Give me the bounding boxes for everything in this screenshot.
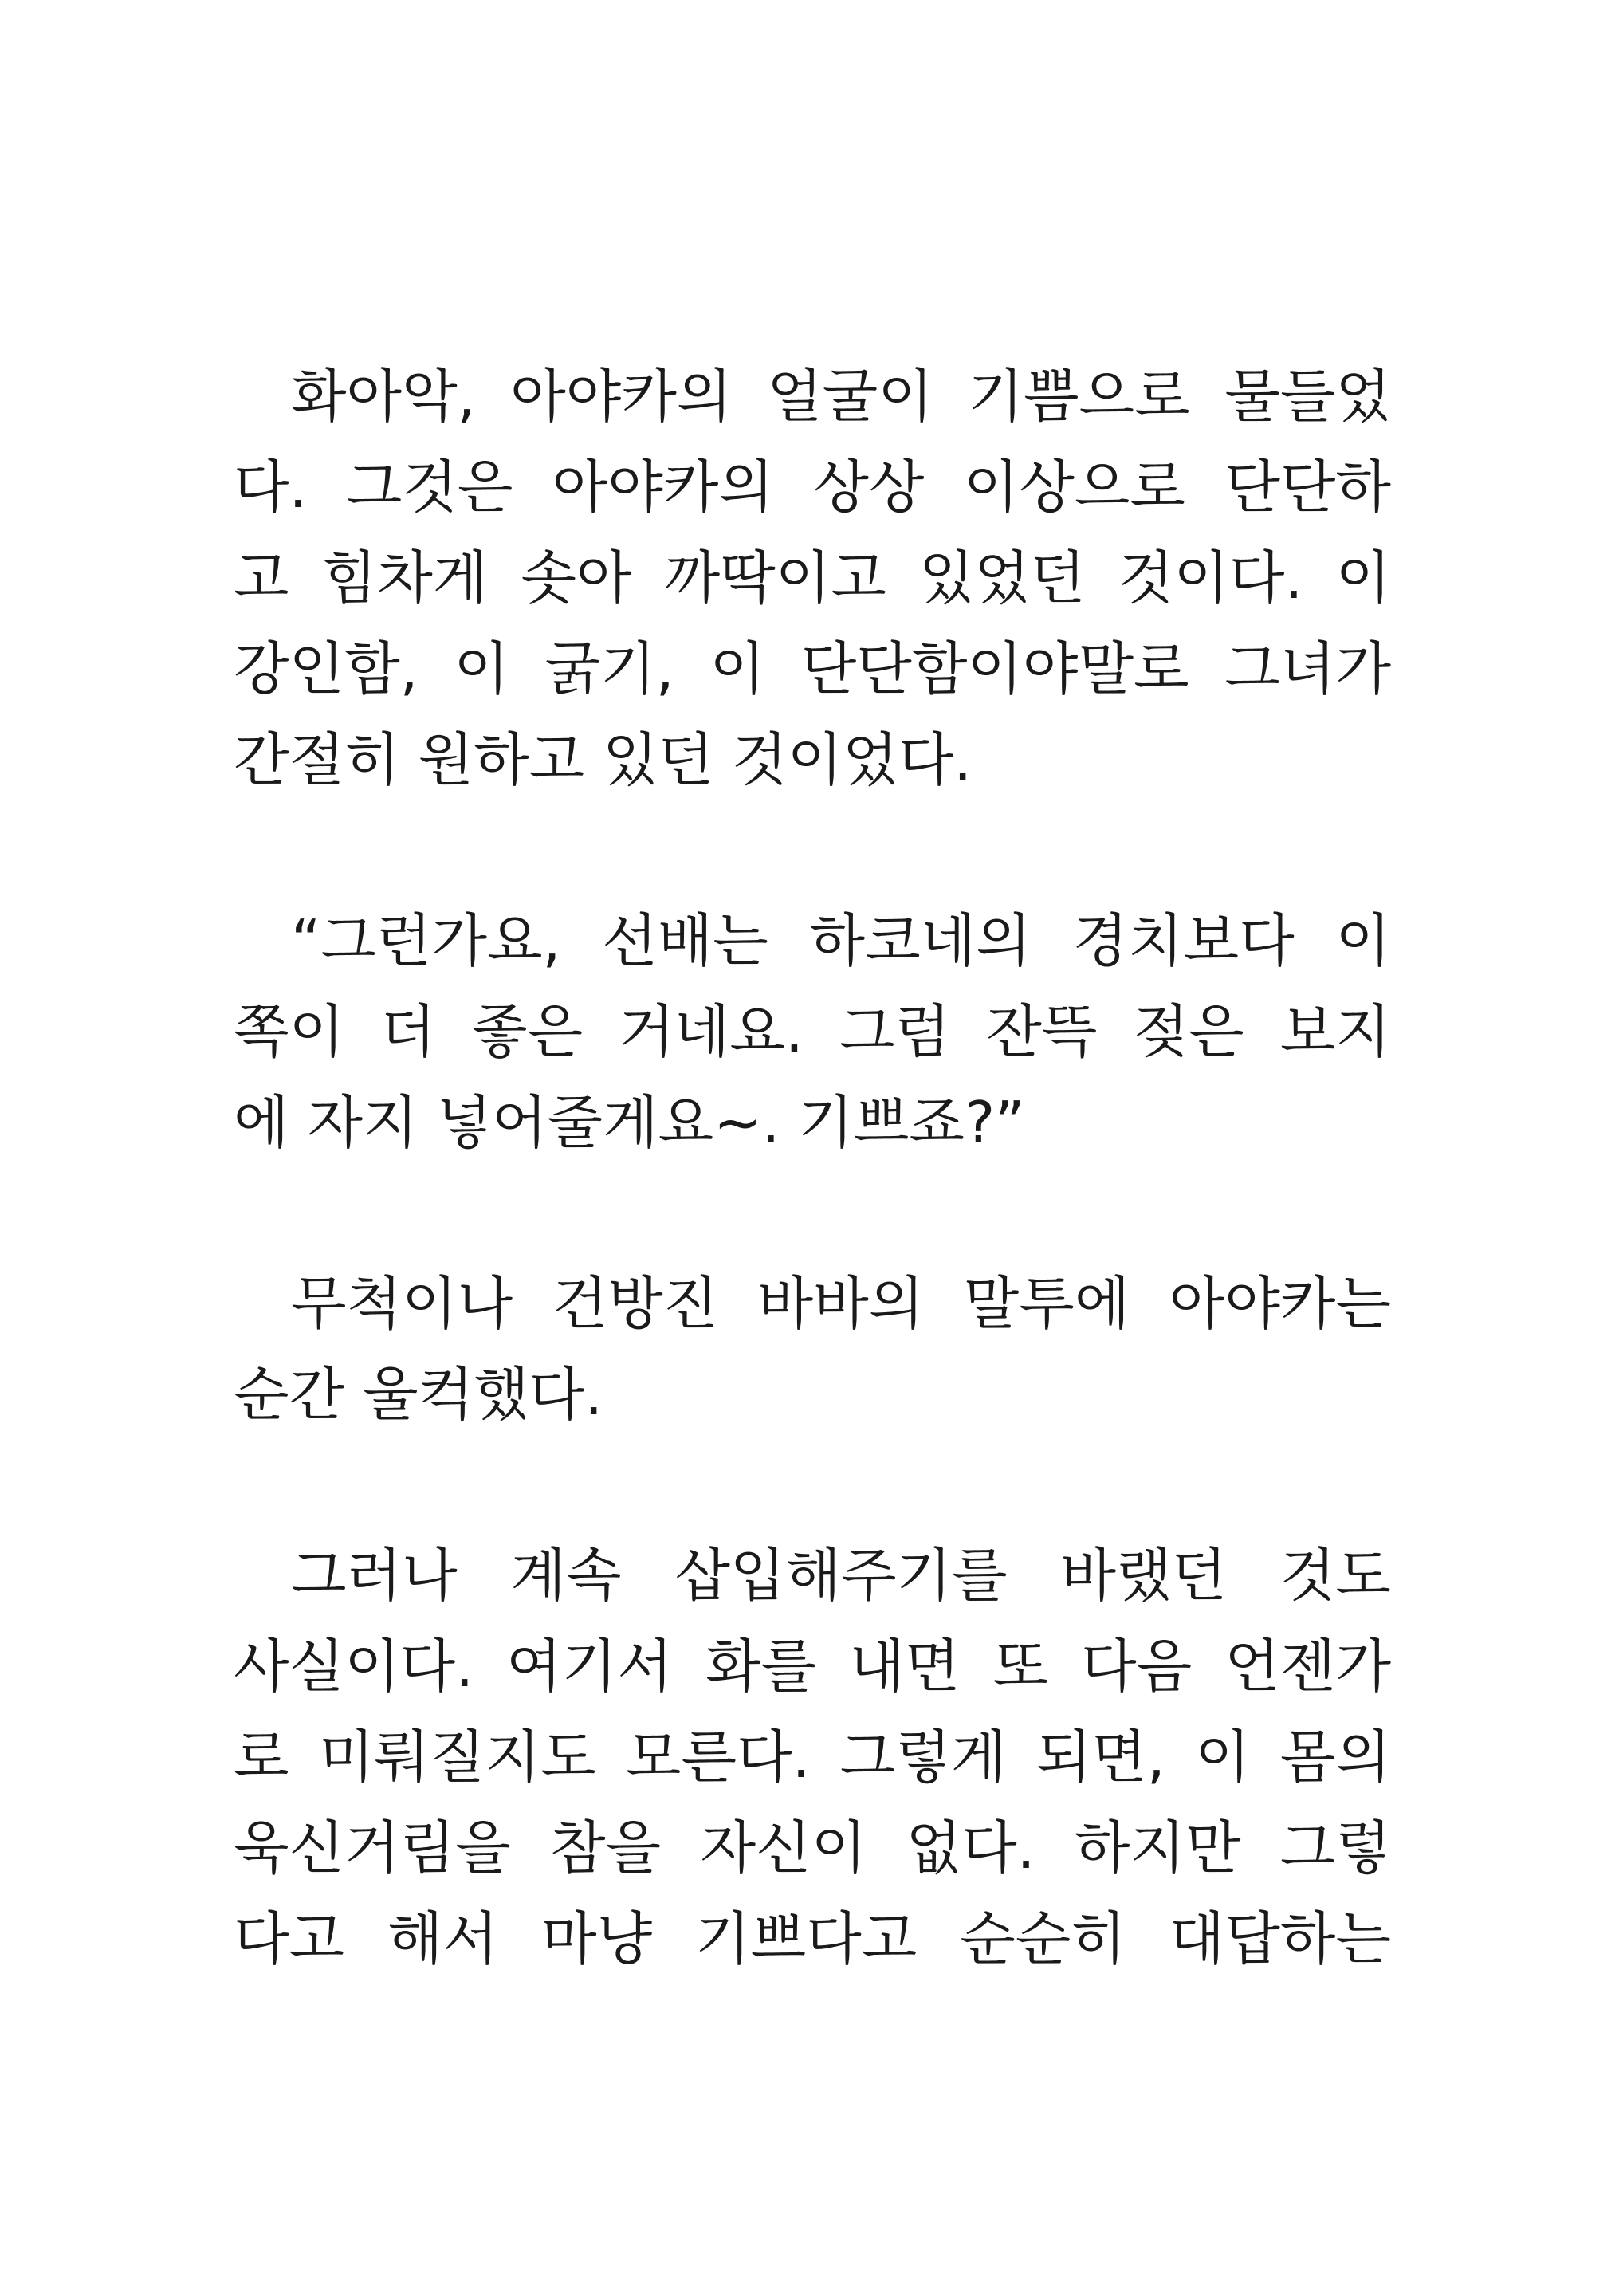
text-line: 간절히 원하고 있던 것이었다. bbox=[234, 726, 973, 793]
paragraph-gap bbox=[234, 1440, 1391, 1530]
text-line: 다. 그것은 아야카의 상상 이상으로 단단하 bbox=[234, 454, 1391, 521]
text-line: 욱신거림을 참을 자신이 없다. 하지만 그렇 bbox=[234, 1814, 1391, 1881]
body-text bbox=[234, 351, 1391, 1984]
paragraph-gap bbox=[234, 1168, 1391, 1258]
text-line: 쪽이 더 좋은 거네요. 그럼 잔뜩 젖은 보지 bbox=[234, 998, 1391, 1065]
paragraph bbox=[234, 1258, 1391, 1440]
text-line: “그런가요, 선배는 하코네의 경치보다 이 bbox=[291, 907, 1391, 974]
text-line: 순간 울컥했다. bbox=[234, 1361, 603, 1428]
text-line: 로 미뤄질지도 모른다. 그렇게 되면, 이 몸의 bbox=[234, 1724, 1391, 1791]
text-line: 그러나 계속 삽입해주기를 바랬던 것도 bbox=[291, 1542, 1391, 1609]
paragraph bbox=[234, 1530, 1391, 1984]
text-line: 다고 해서 마냥 기쁘다고 순순히 대답하는 bbox=[234, 1905, 1391, 1972]
paragraph-gap bbox=[234, 805, 1391, 895]
text-line: 무척이나 건방진 바바의 말투에 아야카는 bbox=[291, 1270, 1391, 1337]
text-line: 에 자지 넣어줄게요~. 기쁘죠?” bbox=[234, 1089, 1025, 1156]
text-line: 강인함, 이 굵기, 이 단단함이야말로 그녀가 bbox=[234, 635, 1391, 702]
paragraph bbox=[234, 351, 1391, 805]
text-line: 사실이다. 여기서 화를 내면 또 다음 언젠가 bbox=[234, 1633, 1391, 1700]
text-line: 화아악, 아야카의 얼굴이 기쁨으로 물들었 bbox=[291, 363, 1391, 430]
paragraph bbox=[234, 895, 1391, 1168]
text-line: 고 힘차게 솟아 까딱이고 있었던 것이다. 이 bbox=[234, 545, 1391, 611]
